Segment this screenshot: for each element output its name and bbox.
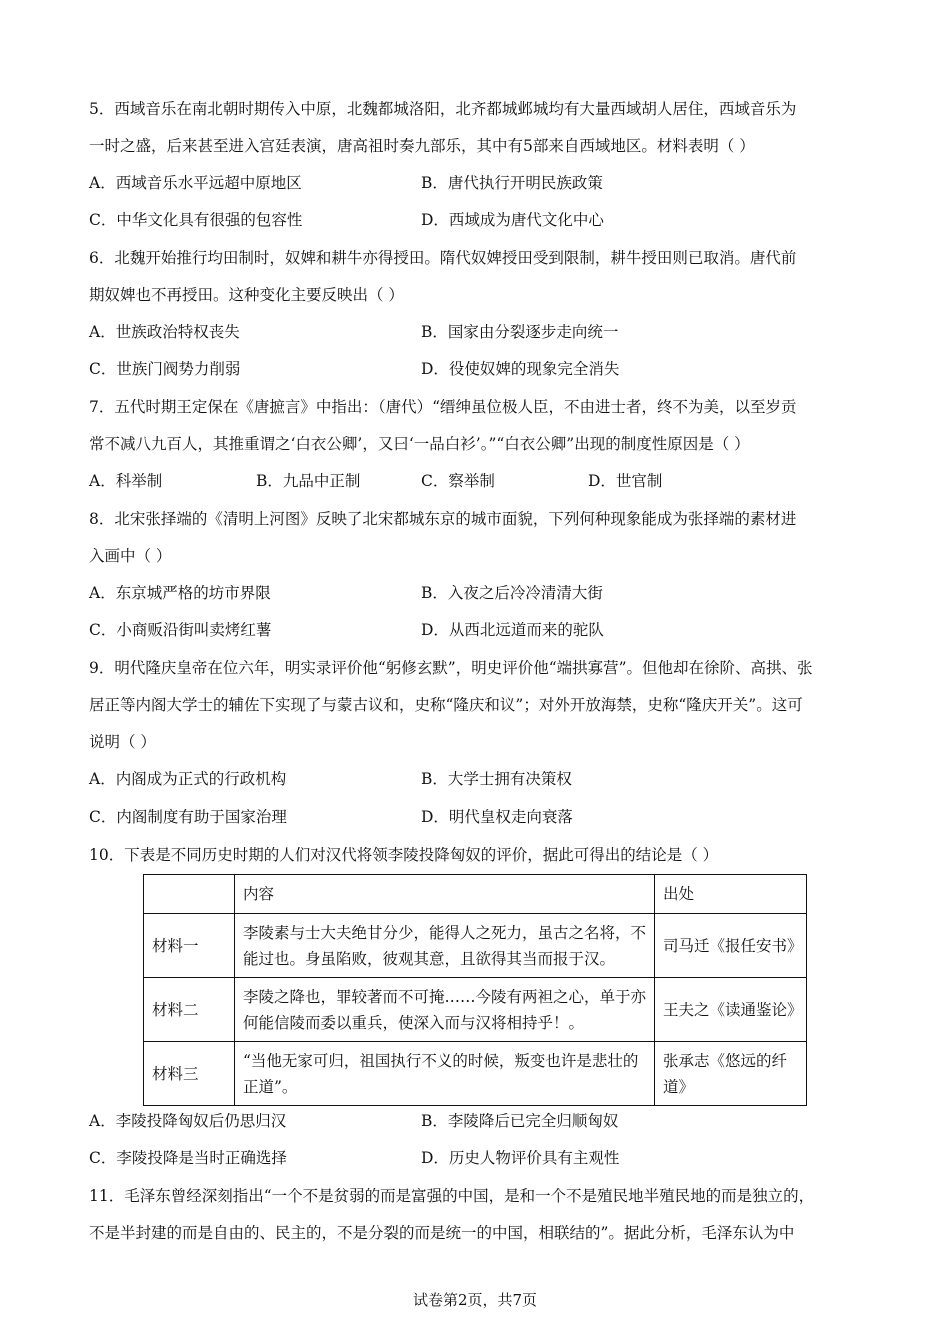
q7-option-a[interactable]: A．科举制: [89, 472, 163, 490]
row-label: 材料三: [144, 1042, 235, 1106]
table-row: [144, 914, 807, 978]
q5-option-b[interactable]: B．唐代执行开明民族政策: [421, 174, 603, 192]
row-content: “当他无家可归，祖国执行不义的时候，叛变也许是悲壮的正道”。: [235, 1042, 655, 1106]
table-header-source: 出处: [655, 875, 807, 914]
q9-option-b[interactable]: B．大学士拥有决策权: [421, 770, 572, 788]
table-row: [144, 978, 807, 1042]
q7-stem-line2: 常不减八九百人，其推重谓之‘白衣公卿’，又曰‘一品白衫’。”“白衣公卿”出现的制度性原因是（ ）: [89, 435, 750, 453]
q9-stem-line2: 居正等内阁大学士的辅佐下实现了与蒙古议和，史称“隆庆和议”；对外开放海禁，史称“隆庆开关”。这可: [89, 696, 803, 714]
page-footer: 试卷第2页，共7页: [412, 1291, 538, 1309]
row-source: 张承志《悠远的纤道》: [655, 1042, 807, 1106]
evaluation-table: [143, 874, 807, 1106]
q10-option-a[interactable]: A．李陵投降匈奴后仍思归汉: [89, 1112, 287, 1130]
q8-stem-line2: 入画中（ ）: [89, 547, 172, 565]
q11-stem-line1: 11．毛泽东曾经深刻指出“一个不是贫弱的而是富强的中国，是和一个不是殖民地半殖民地的而是独立的，: [89, 1187, 815, 1205]
q11-stem-line2: 不是半封建的而是自由的、民主的，不是分裂的而是统一的中国，相联结的”。据此分析，毛泽东认为中: [89, 1224, 795, 1242]
q8-option-b[interactable]: B．入夜之后冷冷清清大街: [421, 584, 603, 602]
q9-stem-line3: 说明（ ）: [89, 733, 156, 751]
q6-stem-line1: 6．北魏开始推行均田制时，奴婢和耕牛亦得授田。隋代奴婢授田受到限制，耕牛授田则已取消。唐代前: [89, 249, 797, 267]
q5-option-d[interactable]: D．西域成为唐代文化中心: [421, 211, 604, 229]
table-header-content: 内容: [235, 875, 655, 914]
q7-option-b[interactable]: B．九品中正制: [256, 472, 361, 490]
row-content: 李陵之降也，罪较著而不可掩……今陵有两袒之心，单于亦何能信陵而委以重兵，使深入而与汉将相持乎！。: [235, 978, 655, 1042]
q5-stem-line2: 一时之盛，后来甚至进入宫廷表演，唐高祖时奏九部乐，其中有5部来自西域地区。材料表明（ ）: [89, 137, 755, 155]
row-source: 王夫之《读通鉴论》: [655, 978, 807, 1042]
q8-option-c[interactable]: C．小商贩沿街叫卖烤红薯: [89, 621, 272, 639]
q9-option-d[interactable]: D．明代皇权走向衰落: [421, 808, 573, 826]
q10-option-c[interactable]: C．李陵投降是当时正确选择: [89, 1149, 287, 1167]
row-source: 司马迁《报任安书》: [655, 914, 807, 978]
row-label: 材料一: [144, 914, 235, 978]
q5-option-a[interactable]: A．西域音乐水平远超中原地区: [89, 174, 302, 192]
table-header-blank: [144, 875, 235, 914]
q6-option-d[interactable]: D．役使奴婢的现象完全消失: [421, 360, 620, 378]
q7-option-d[interactable]: D．世官制: [588, 472, 663, 490]
q9-stem-line1: 9．明代隆庆皇帝在位六年，明实录评价他“躬修玄默”，明史评价他“端拱寡营”。但他却在徐阶、高拱、张: [89, 659, 813, 677]
q10-option-d[interactable]: D．历史人物评价具有主观性: [421, 1149, 620, 1167]
row-label: 材料二: [144, 978, 235, 1042]
q9-option-c[interactable]: C．内阁制度有助于国家治理: [89, 808, 287, 826]
q6-option-a[interactable]: A．世族政治特权丧失: [89, 323, 240, 341]
q10-option-b[interactable]: B．李陵降后已完全归顺匈奴: [421, 1112, 619, 1130]
q6-option-b[interactable]: B．国家由分裂逐步走向统一: [421, 323, 619, 341]
q5-stem-line1: 5．西域音乐在南北朝时期传入中原，北魏都城洛阳，北齐都城邺城均有大量西域胡人居住，西域音乐为: [89, 100, 797, 118]
q6-stem-line2: 期奴婢也不再授田。这种变化主要反映出（ ）: [89, 286, 404, 304]
table-header-row: [144, 875, 807, 914]
q7-option-c[interactable]: C．察举制: [421, 472, 495, 490]
q7-stem-line1: 7．五代时期王定保在《唐摭言》中指出：（唐代）“缙绅虽位极人臣，不由进士者，终不为美，以至岁贡: [89, 398, 797, 416]
q9-option-a[interactable]: A．内阁成为正式的行政机构: [89, 770, 287, 788]
q6-option-c[interactable]: C．世族门阀势力削弱: [89, 360, 241, 378]
table-row: [144, 1042, 807, 1106]
q8-stem-line1: 8．北宋张择端的《清明上河图》反映了北宋都城东京的城市面貌，下列何种现象能成为张择端的素材进: [89, 510, 797, 528]
row-content: 李陵素与士大夫绝甘分少，能得人之死力，虽古之名将，不能过也。身虽陷败，彼观其意，且欲得其当而报于汉。: [235, 914, 655, 978]
q8-option-d[interactable]: D．从西北远道而来的驼队: [421, 621, 604, 639]
q5-option-c[interactable]: C．中华文化具有很强的包容性: [89, 211, 303, 229]
q8-option-a[interactable]: A．东京城严格的坊市界限: [89, 584, 271, 602]
q10-stem: 10．下表是不同历史时期的人们对汉代将领李陵投降匈奴的评价，据此可得出的结论是（ ）: [89, 846, 719, 864]
